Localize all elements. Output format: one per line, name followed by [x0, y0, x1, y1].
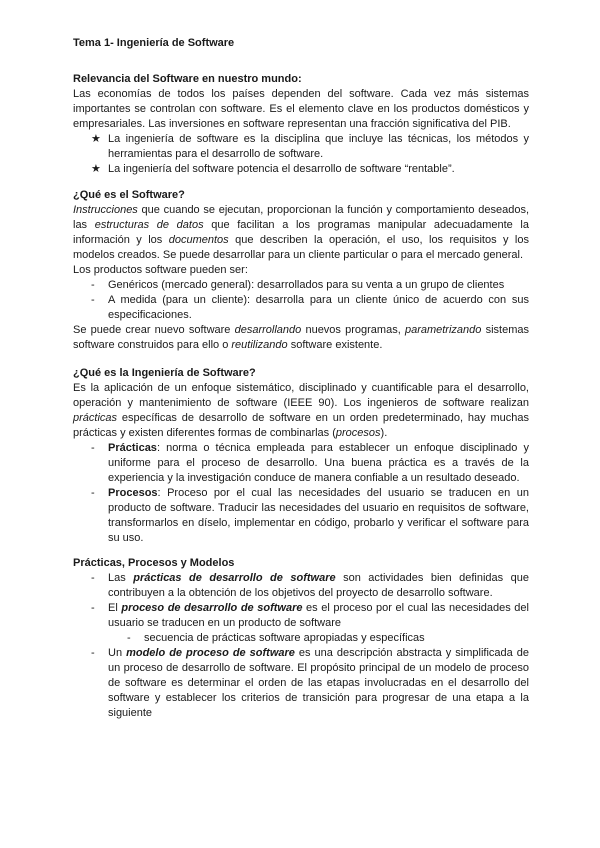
- emphasis: prácticas: [73, 412, 118, 424]
- section-heading: Relevancia del Software en nuestro mundo:: [73, 73, 302, 85]
- text-run: sistemas software construidos para ello o: [73, 324, 529, 351]
- dash-marker: -: [127, 632, 131, 644]
- paragraph: Los productos software pueden ser:: [73, 264, 248, 276]
- definition: : norma o técnica empleada para establecer un enfoque disciplinado y uniforme para el proceso de desarrollo. Una buena práctica es a través de la experiencia y la investigación conduce de manera confiable a un resultado deseado.: [108, 442, 529, 484]
- dash-marker: -: [91, 294, 95, 306]
- star-icon: ★: [91, 133, 101, 145]
- text-run: que facilitan a los programas manipular adecuadamente la información y los: [73, 219, 529, 246]
- emphasis: modelo de proceso de software: [126, 647, 295, 659]
- page-title: Tema 1- Ingeniería de Software: [73, 37, 235, 49]
- sub-list-item: [73, 631, 529, 646]
- text-run: ).: [380, 427, 388, 439]
- dash-list: [73, 646, 529, 721]
- emphasis: estructuras de datos: [94, 219, 204, 231]
- list-item-text: La ingeniería del software potencia el desarrollo de software “rentable”.: [108, 163, 455, 175]
- text-run: es el proceso por el cual las necesidades del usuario se traducen en un producto de software: [108, 602, 529, 629]
- dash-marker: -: [91, 279, 95, 291]
- dash-marker: -: [91, 442, 95, 454]
- list-item: [73, 571, 529, 601]
- list-item-text: secuencia de prácticas software apropiadas y específicas: [144, 632, 425, 644]
- list-item: [73, 601, 529, 631]
- list-item-text: Genéricos (mercado general): desarrollados para su venta a un grupo de clientes: [108, 279, 505, 291]
- list-item: [73, 132, 529, 162]
- definition: : Proceso por el cual las necesidades del usuario se traducen en un producto de software. Traducir las necesidades del usuario en requisitos de software, transformarlos en díselo, implementar en código, probarlo y verificar el software para su uso.: [108, 487, 529, 544]
- paragraph: [73, 203, 529, 263]
- text-run: es una descripción abstracta y simplificada de un proceso de desarrollo de software. El propósito principal de un modelo de proceso de software es determinar el orden de las etapas involucradas en el desarrollo del software y establecer los criterios de transición para progresar de una etapa a la siguiente: [108, 647, 530, 719]
- emphasis: documentos: [168, 234, 229, 246]
- paragraph: [73, 381, 529, 441]
- paragraph: [73, 323, 529, 353]
- dash-list: [73, 441, 529, 546]
- section-que-es-software: [73, 188, 529, 353]
- text-run: nuevos programas,: [301, 324, 405, 336]
- text-run: software existente.: [287, 339, 383, 351]
- text-run: que cuando se ejecutan, proporcionan la función y comportamiento deseados, las: [73, 204, 529, 231]
- paragraph: Las economías de todos los países dependen del software. Cada vez más sistemas importantes se controlan con software. Es el elemento clave en los productos domésticos y empresariales. Las inversiones en software representan una fracción significativa del PIB.: [73, 88, 529, 130]
- section-practicas-procesos-modelos: [73, 556, 529, 721]
- text-run: El: [108, 602, 122, 614]
- emphasis: proceso de desarrollo de software: [121, 602, 303, 614]
- list-item: [73, 278, 529, 293]
- emphasis: desarrollando: [234, 324, 302, 336]
- dash-marker: -: [91, 572, 95, 584]
- text-run: son actividades bien definidas que contribuyen a la obtención de los objetivos del proyecto de desarrollo software.: [108, 572, 529, 599]
- text-run: Se puede crear nuevo software: [73, 324, 235, 336]
- dash-list: [73, 278, 529, 323]
- emphasis: Instrucciones: [73, 204, 138, 216]
- section-heading: Prácticas, Procesos y Modelos: [73, 557, 235, 569]
- term: Procesos: [108, 487, 158, 499]
- section-heading: ¿Qué es la Ingeniería de Software?: [73, 367, 256, 379]
- dash-marker: -: [91, 602, 95, 614]
- dash-marker: -: [91, 647, 95, 659]
- list-item-text: La ingeniería de software es la disciplina que incluye las técnicas, los métodos y herramientas para el desarrollo de software.: [108, 133, 529, 160]
- dash-list: [73, 571, 529, 631]
- list-item: [73, 441, 529, 486]
- section-heading: ¿Qué es el Software?: [73, 189, 185, 201]
- section-relevancia: [73, 72, 529, 177]
- emphasis: parametrizando: [404, 324, 482, 336]
- list-item: [73, 162, 529, 177]
- dash-marker: -: [91, 487, 95, 499]
- list-item: [73, 486, 529, 546]
- text-run: que describen la operación, el uso, los requisitos y los modelos creados. Se puede desarrollar para un cliente particular o para el mercado general.: [73, 234, 529, 261]
- sub-list: [73, 631, 529, 646]
- section-que-es-ingenieria: [73, 366, 529, 546]
- emphasis: procesos: [335, 427, 381, 439]
- emphasis: prácticas de desarrollo de software: [133, 572, 336, 584]
- text-run: Un: [108, 647, 127, 659]
- list-item: [73, 646, 529, 721]
- list-item-text: A medida (para un cliente): desarrolla para un cliente único de acuerdo con sus especificaciones.: [108, 294, 529, 321]
- bullet-list: [73, 132, 529, 177]
- text-run: específicas de desarrollo de software en un orden predeterminado, hay muchas prácticas y existen diferentes formas de combinarlas (: [73, 412, 529, 439]
- list-item: [73, 293, 529, 323]
- text-run: Las: [108, 572, 134, 584]
- text-run: Es la aplicación de un enfoque sistemático, disciplinado y cuantificable para el desarrollo, operación y mantenimiento de software (IEEE 90). Los ingenieros de software realizan: [73, 382, 529, 409]
- star-icon: ★: [91, 163, 101, 175]
- term: Prácticas: [108, 442, 157, 454]
- emphasis: reutilizando: [231, 339, 288, 351]
